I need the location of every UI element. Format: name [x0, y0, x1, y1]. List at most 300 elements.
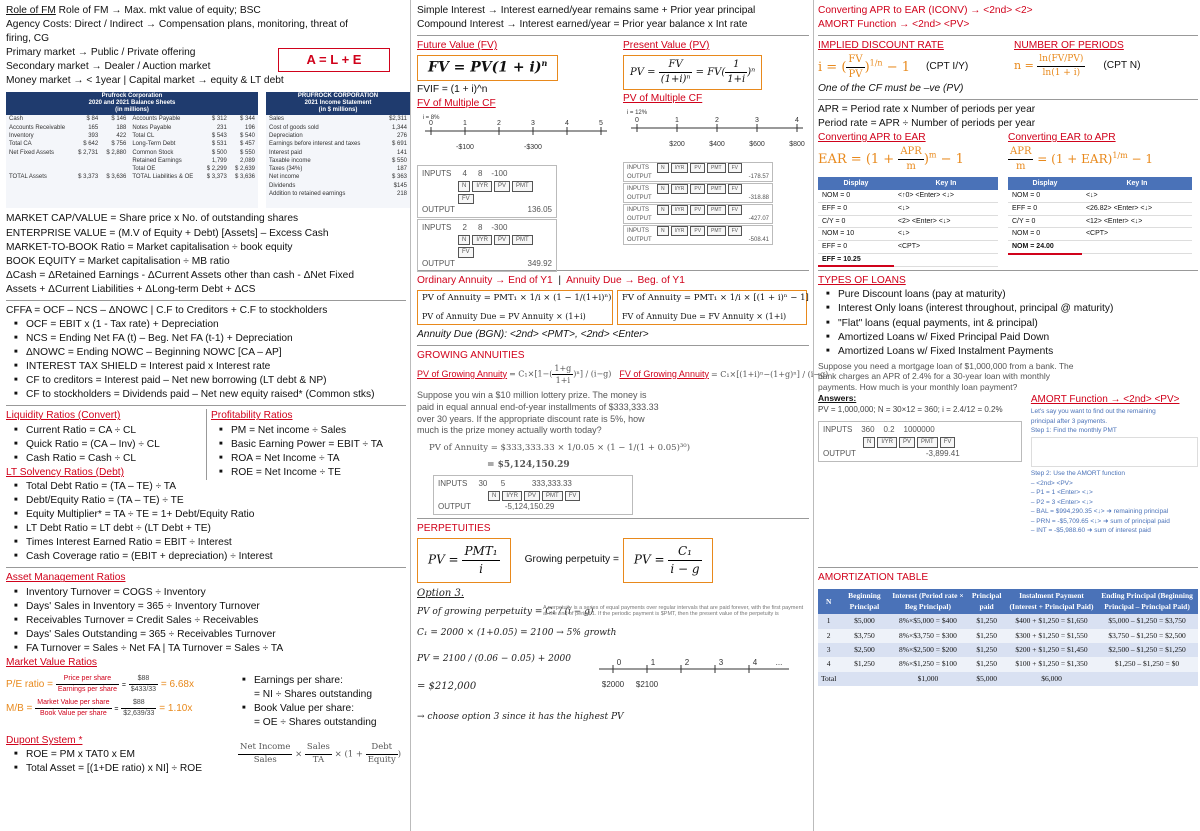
- bs-cell: 231: [216, 124, 227, 131]
- dupont-heading: Dupont System *: [6, 734, 83, 746]
- calc-key: N: [657, 205, 669, 215]
- column-3: [813, 0, 1200, 831]
- calc-key: PV: [899, 437, 915, 447]
- pv-formula: PV = $\frac{FV}{\text{(1+i)ⁿ}}$ = FV( $\frac{1}{1+i}$ )ⁿ: [623, 55, 762, 90]
- lottery-question: Suppose you win a $10 million lottery prize. The money is paid in equal annual end-of-year installments of $333,333.33 over 30 years. If the appropriate discount rate is 5%, how much is the prize money actually worth today?: [417, 390, 659, 436]
- pv-annuity-box: [417, 290, 613, 325]
- calc-key: PV: [524, 491, 540, 501]
- is-cell: Earnings before interest and taxes: [269, 141, 361, 148]
- bs-cell: $ 312: [211, 116, 227, 123]
- amort-cell: $5,000 – $1,250 = $3,750: [1096, 614, 1198, 628]
- calc-key: PMT: [707, 184, 726, 194]
- pe-ratio: P/E ratio = $\frac{\text{Price per share}}{\text{Earnings per share}}$ = $\frac{\$88}{\$433/33}$ = 6.68x: [6, 674, 194, 693]
- timeline-label: 0: [429, 120, 433, 128]
- bs-cell: $ 84: [86, 116, 99, 123]
- bs-cell: $ 550: [239, 149, 255, 156]
- is-cell: $2,311: [389, 116, 407, 123]
- liquidity-item: ■ Quick Ratio = (CA – Inv) ÷ CL: [6, 438, 206, 452]
- calc-key: FV: [728, 163, 742, 173]
- iconv-line: Converting APR to EAR (ICONV) → <2nd> <2>: [818, 5, 1033, 16]
- dupont-item: ■ ROE = PM x TAT0 x EM: [6, 748, 238, 762]
- calc-keys: [438, 489, 628, 501]
- calc-key: N: [657, 226, 669, 236]
- divider: [417, 518, 809, 519]
- amort-header: N: [818, 589, 839, 614]
- cash-flow: $200: [669, 140, 685, 148]
- cash-flow: $600: [749, 140, 765, 148]
- annuity-heading-line: Ordinary Annuity → End of Y1 | Annuity Due → Beg. of Y1: [417, 275, 685, 287]
- amort-cell: 8%×$2,500 = $200: [890, 643, 967, 657]
- bs-cell: TOTAL Assets: [9, 174, 47, 181]
- bs-cell: [6, 157, 73, 165]
- key-table-header: Key In: [894, 177, 998, 191]
- key-cell: NOM = 24.00: [1008, 241, 1082, 254]
- is-cell: $145: [393, 182, 407, 189]
- key-cell: EFF = 0: [1008, 203, 1082, 216]
- key-row: [818, 190, 998, 202]
- calc-key: N: [657, 184, 669, 194]
- bs-cell: $ 3,636: [106, 174, 127, 181]
- is-row: [266, 173, 410, 181]
- timeline-label: 5: [599, 120, 603, 128]
- is-cell: Depreciation: [269, 133, 303, 139]
- bs-cell: $ 2,299: [206, 166, 227, 173]
- calc-key: PMT: [917, 437, 938, 447]
- amort-cell: Total: [818, 672, 839, 686]
- is-cell: Taxable income: [269, 157, 311, 164]
- calc-fv-2: INPUTS 2 8 -300 N I/YR PV PMTFV OUTPUT 349.92: [417, 219, 557, 272]
- key-cell: NOM = 0: [1008, 228, 1082, 241]
- implied-rate-heading: IMPLIED DISCOUNT RATE: [818, 40, 944, 52]
- amort-header: Principal paid: [966, 589, 1007, 614]
- calc-key: FV: [458, 194, 474, 204]
- fvif-line: FVIF = (1 + i)^n: [417, 84, 488, 96]
- amort-row: [818, 672, 1198, 686]
- bs-cell: TOTAL Liabilities & OE: [132, 174, 194, 181]
- calc-key: FV: [728, 205, 742, 215]
- pv-annuity-formula: PV of Annuity = PMT₁ × 1/i × (1 − 1/(1+i)ⁿ): [422, 293, 612, 304]
- key-cell: NOM = 0: [1008, 190, 1082, 202]
- bvps-item: = OE ÷ Shares outstanding: [254, 717, 377, 729]
- calc-key: N: [458, 235, 470, 245]
- calc-key: PMT: [707, 226, 726, 236]
- apr-to-ear-heading: Converting APR to EAR: [818, 132, 926, 144]
- solvency-item: ■ Times Interest Earned Ratio = EBIT ÷ Interest: [6, 536, 406, 550]
- amort-cell: 8%×$3,750 = $300: [890, 629, 967, 643]
- perpetuity-note: A perpetuity is a series of equal payments over regular intervals that are paid forever, with the first payment at the end of period 1. If the periodic payment is $PMT, then the present value of the perpetuity is: [543, 604, 804, 618]
- cffa-item: ■ ΔNOWC = Ending NOWC – Beginning NOWC [CA – AP]: [6, 346, 406, 360]
- key-cell: [894, 253, 998, 266]
- calc-key: PMT: [542, 491, 563, 501]
- pv-timeline: [623, 106, 809, 156]
- amort-cell: [839, 672, 889, 686]
- calc-key: FV: [458, 247, 474, 257]
- calc-key: PV: [494, 181, 510, 191]
- market-line: ΔCash = ΔRetained Earnings - ΔCurrent Assets other than cash - ΔNet Fixed: [6, 269, 355, 281]
- liquidity-item: ■ Current Ratio = CA ÷ CL: [6, 424, 206, 438]
- amort-row: [818, 657, 1198, 671]
- financial-statements: [6, 92, 406, 210]
- solvency-item: ■ LT Debt Ratio = LT debt ÷ (LT Debt + TE): [6, 522, 406, 536]
- fv-timeline: [417, 111, 613, 159]
- intro-line: Money market → < 1year | Capital market → equity & LT debt: [6, 75, 284, 87]
- hand-line: C₁ = 2000 × (1+0.05) = 2100 → 5% growth: [417, 627, 617, 638]
- hand-line: = $212,000: [417, 680, 477, 692]
- key-row: [1008, 190, 1192, 202]
- profitability-item: ■ Basic Earning Power = EBIT ÷ TA: [211, 438, 406, 452]
- calc-key: N: [863, 437, 875, 447]
- eps-item: = NI ÷ Shares outstanding: [254, 689, 373, 701]
- loan-item: ■ Pure Discount loans (pay at maturity): [818, 288, 1198, 302]
- bs-cell: $ 3,373: [78, 174, 99, 181]
- calc-key: I/YR: [877, 437, 897, 447]
- key-cell: <↓>: [1082, 190, 1192, 202]
- balance-sheet: [6, 92, 258, 208]
- bs-units: (in millions): [115, 107, 149, 114]
- divider: [6, 300, 406, 301]
- bs-cell: 165: [88, 124, 99, 131]
- hand-line: PV = 2100 / (0.06 − 0.05) + 2000: [417, 654, 572, 665]
- calc-key: I/YR: [502, 491, 522, 501]
- bs-cell: 196: [244, 124, 255, 131]
- bs-cell: $ 756: [111, 141, 127, 148]
- answers-line: PV = 1,000,000; N = 30×12 = 360; i = 2.4/12 = 0.2%: [818, 405, 1003, 415]
- cpt-n-label: (CPT N): [1103, 60, 1141, 72]
- key-cell: <12> <Enter> <↓>: [1082, 215, 1192, 228]
- bs-cell: 1,799: [211, 157, 227, 164]
- implied-rate-formula: i = ( $\frac{FV}{PV}$ )$^{1/n}$ − 1: [818, 54, 911, 81]
- market-line: MARKET-TO-BOOK Ratio = Market capitalisation ÷ book equity: [6, 241, 293, 253]
- timeline-label: 2: [715, 116, 719, 124]
- is-cell: Sales: [269, 116, 285, 123]
- amort-cell: $1,250: [966, 614, 1007, 628]
- bs-cell: [73, 157, 101, 165]
- bs-row: [6, 115, 258, 123]
- calc-pv: INPUTS N I/YR PV PMT FV OUTPUT -318.88: [623, 183, 773, 203]
- profitability-item: ■ ROE = Net Income ÷ TE: [211, 466, 406, 480]
- bs-cell: $ 2,639: [234, 166, 255, 173]
- cffa-item: ■ CF to creditors = Interest paid – Net new borrowing (LT debt & NP): [6, 374, 406, 388]
- calc-keys: [422, 233, 552, 258]
- calc-key: I/YR: [671, 205, 689, 215]
- bs-cell: Total CL: [132, 133, 155, 139]
- bs-cell: Inventory: [9, 133, 34, 139]
- timeline-rate: i = 12%: [626, 109, 648, 116]
- calc-key: PV: [690, 163, 705, 173]
- is-row: [266, 115, 410, 123]
- num-periods-heading: NUMBER OF PERIODS: [1014, 40, 1124, 52]
- market-line: Assets + ΔCurrent Liabilities + ΔLong-term Debt + ΔCS: [6, 283, 256, 295]
- fv-annuity-box: [617, 290, 807, 325]
- solvency-item: ■ Debt/Equity Ratio = (TA – TE) ÷ TE: [6, 494, 406, 508]
- timeline-label: 2: [497, 120, 501, 128]
- bs-cell: Cash: [9, 116, 24, 123]
- ear-to-apr-keys: [1008, 177, 1192, 255]
- lottery-answer: = $5,124,150.29: [487, 459, 570, 470]
- calc-keys: [657, 207, 744, 213]
- bs-cell: Notes Payable: [132, 124, 172, 131]
- divider: [6, 405, 406, 406]
- solvency-item: ■ Total Debt Ratio = (TA – TE) ÷ TA: [6, 480, 406, 494]
- bs-cell: Common Stock: [132, 149, 174, 156]
- cffa-line: CFFA = OCF – NCS – ΔNOWC | C.F to Creditors + C.F to stockholders: [6, 304, 328, 316]
- divider: [6, 567, 406, 568]
- ear-to-apr-formula: $\frac{\text{APR}}{m}$ = (1 + EAR)$^{1/m}$ − 1: [1010, 146, 1154, 172]
- key-cell: <↓>: [894, 228, 998, 241]
- pv-output: -178.57: [748, 173, 769, 180]
- bs-cell: Long-Term Debt: [132, 141, 176, 148]
- profitability-heading: Profitability Ratios: [211, 410, 293, 422]
- income-statement: [266, 92, 410, 208]
- key-cell: C/Y = 0: [818, 215, 894, 228]
- amort-header: Ending Principal (Beginning Principal – Principal Paid): [1096, 589, 1198, 614]
- timeline-label: 3: [718, 657, 724, 667]
- calc-key: PMT: [512, 235, 533, 245]
- calc-key: PV: [494, 235, 510, 245]
- is-cell: Dividends: [269, 182, 296, 189]
- key-cell: <26.82> <Enter> <↓>: [1082, 203, 1192, 216]
- neg-note: One of the CF must be –ve (PV): [818, 82, 964, 94]
- is-cell: Interest paid: [269, 149, 303, 156]
- bs-cell: Net Fixed Assets: [9, 149, 55, 156]
- loan-item: ■ Interest Only loans (interest throughout, principal @ maturity): [818, 302, 1198, 316]
- amort-table-heading: AMORTIZATION TABLE: [818, 572, 929, 584]
- is-cell: $ 363: [391, 174, 407, 181]
- key-cell: NOM = 0: [818, 190, 894, 202]
- liquidity-heading: Liquidity Ratios (Convert): [6, 410, 121, 422]
- apr-line: APR = Period rate x Number of periods per year: [818, 103, 1036, 115]
- loans-heading: TYPES OF LOANS: [818, 275, 906, 287]
- asset-mgmt-item: ■ Days' Sales in Inventory = 365 ÷ Inventory Turnover: [6, 600, 406, 614]
- amort-cell: $1,250: [966, 657, 1007, 671]
- is-row: [266, 190, 410, 198]
- key-row: [818, 241, 998, 254]
- timeline-label: 4: [795, 116, 799, 124]
- asset-mgmt-item: ■ FA Turnover = Sales ÷ Net FA | TA Turnover = Sales ÷ TA: [6, 642, 406, 656]
- cffa-item: ■ CF to stockholders = Dividends paid – Net new equity raised* (Common stks): [6, 388, 406, 402]
- bs-cell: $ 642: [83, 141, 99, 148]
- calc-key: PMT: [512, 181, 533, 191]
- divider: [818, 35, 1198, 36]
- calc-key: PV: [690, 184, 705, 194]
- loan-item: ■ Amortized Loans w/ Fixed Principal Paid Down: [818, 331, 1198, 345]
- calc-keys: [823, 435, 1017, 447]
- is-cell: 218: [396, 190, 407, 197]
- apr-to-ear-formula: EAR = (1 + $\frac{\text{APR}}{m}$ )$^m$ − 1: [818, 146, 964, 172]
- is-cell: Cost of goods sold: [269, 124, 319, 131]
- calc-key: I/YR: [671, 184, 689, 194]
- fv-annuity-due-formula: FV of Annuity Due = FV Annuity × (1+i): [622, 311, 787, 321]
- balance-sheet-table: [6, 115, 258, 181]
- key-row: [818, 228, 998, 241]
- amort-cell: 4: [818, 657, 839, 671]
- pv-calculators: [623, 162, 807, 245]
- bs-cell: $ 3,636: [234, 174, 255, 181]
- growing-annuities-heading: GROWING ANNUITIES: [417, 350, 525, 362]
- bs-cell: $ 500: [211, 149, 227, 156]
- is-cell: Taxes (34%): [269, 166, 303, 173]
- solvency-item: ■ Cash Coverage ratio = (EBIT + depreciation) ÷ Interest: [6, 550, 406, 564]
- bs-row: [6, 149, 258, 157]
- solvency-item: ■ Equity Multiplier* = TA ÷ TE = 1+ Debt/Equity Ratio: [6, 508, 406, 522]
- cash-flow: $800: [789, 140, 805, 148]
- bs-cell: [101, 165, 129, 173]
- pv-output: -427.07: [748, 215, 769, 222]
- amort-header: Interest (Period rate × Beg Principal): [890, 589, 967, 614]
- cash-flow: $2000: [601, 679, 625, 689]
- fv-heading: Future Value (FV): [417, 40, 498, 52]
- is-cell: 1,344: [391, 124, 407, 131]
- amort-line: AMORT Function → <2nd> <PV>: [818, 19, 970, 31]
- key-cell: [1082, 241, 1192, 254]
- intro-line: Agency Costs: Direct / Indirect → Compensation plans, monitoring, threat of: [6, 19, 349, 31]
- calc-fv-1: INPUTS 4 8 -100 N I/YR PV PMTFV OUTPUT 136.05: [417, 165, 557, 218]
- amort-cell: $1,250 – $1,250 = $0: [1096, 657, 1198, 671]
- amort-cell: 8%×$5,000 = $400: [890, 614, 967, 628]
- key-cell: <2> <Enter> <↓>: [894, 215, 998, 228]
- key-cell: NOM = 10: [818, 228, 894, 241]
- calc-key: PMT: [707, 205, 726, 215]
- calc-pv: INPUTS N I/YR PV PMT FV OUTPUT -178.57: [623, 162, 773, 182]
- is-title: PRUFROCK CORPORATION: [297, 93, 379, 100]
- bs-row: [6, 157, 258, 165]
- bs-cell: $ 146: [111, 116, 127, 123]
- key-table-header: Display: [1008, 177, 1082, 191]
- calc-keys: [657, 186, 744, 192]
- cffa-item: ■ OCF = EBIT x (1 - Tax rate) + Depreciation: [6, 318, 406, 332]
- timeline-label: 2: [684, 657, 690, 667]
- growing-perp-label: Growing perpetuity =: [524, 554, 619, 566]
- amort-cell: $3,750: [839, 629, 889, 643]
- key-table-header: Key In: [1082, 177, 1192, 191]
- pv-output: -508.41: [748, 236, 769, 243]
- key-table-header: Display: [818, 177, 894, 191]
- num-periods-formula: n = $\frac{\ln(FV/PV)}{\ln(1 + i)}$: [1014, 54, 1084, 78]
- bs-cell: $ 344: [239, 116, 255, 123]
- key-row: [818, 253, 998, 266]
- answers-label: Answers:: [818, 392, 857, 403]
- market-line: ENTERPRISE VALUE = (M.V of Equity + Debt) [Assets] – Excess Cash: [6, 227, 329, 239]
- calc-mortgage: INPUTS 360 0.2 1000000 N I/YR PV PMT FV OUTPUT -3,899.41: [818, 421, 1022, 461]
- timeline-label: 1: [675, 116, 679, 124]
- key-cell: EFF = 10.25: [818, 253, 894, 266]
- mb-ratio: M/B = $\frac{\text{Market Value per share}}{\text{Book Value per share}}$ = $\frac{\$88}{\$2,639/33}$ = 1.10x: [6, 699, 193, 717]
- timeline-label: 0: [616, 657, 622, 667]
- growing-fv-label: FV of Growing Annuity: [619, 368, 709, 379]
- bs-title: Prufrock Corporation: [101, 93, 163, 100]
- bs-row: [6, 173, 258, 181]
- amort-steps: AMORT Function → <2nd> <PV> Let's say you want to find out the remaining principal after 3 payments. Step 1: Find the monthly PMT Step 2: Use the AMORT function – <2nd> <PV> – P1 = 1 <Enter> <↓> – P2 = 3 <Enter> <↓> – BAL = $994,290.35 <↓> ➜ remaining principal – PRN = -$5,709.65 <↓> ➜ sum of principal paid – INT = -$5,988.60 ➜ sum of interest paid: [1031, 393, 1198, 536]
- market-value-heading: Market Value Ratios: [6, 656, 97, 668]
- timeline-label: 3: [531, 120, 535, 128]
- calc-key: FV: [565, 491, 581, 501]
- pv-multiple-heading: PV of Multiple CF: [623, 92, 703, 104]
- bs-cell: $ 2,731: [78, 149, 99, 156]
- amort-cell: 8%×$1,250 = $100: [890, 657, 967, 671]
- amort-cell: $1,000: [890, 672, 967, 686]
- bs-cell: Accounts Receivable: [9, 124, 66, 131]
- bs-cell: [73, 165, 101, 173]
- growing-fv-formula: = C₁×[(1+i)ⁿ−(1+g)ⁿ] / (i−g): [710, 370, 829, 380]
- growing-pv-label: PV of Growing Annuity: [417, 368, 508, 379]
- key-row: [1008, 228, 1192, 241]
- fv-annuity-formula: FV of Annuity = PMT₁ × 1/i × [(1 + i)ⁿ − 1]: [622, 293, 809, 304]
- calc-key: N: [458, 181, 470, 191]
- column-1: [0, 0, 410, 831]
- amort-cell: $200 + $1,250 = $1,450: [1007, 643, 1096, 657]
- asset-mgmt-item: ■ Inventory Turnover = COGS ÷ Inventory: [6, 586, 406, 600]
- amort-cell: $2,500 – $1,250 = $1,250: [1096, 643, 1198, 657]
- hand-line: PV of growing perpetuity = C₁ / (i − g): [417, 607, 594, 618]
- bs-row: [6, 132, 258, 140]
- key-row: [818, 203, 998, 216]
- is-row: [266, 124, 410, 132]
- amortization-table: [818, 589, 1198, 685]
- growing-perp-formula: PV = $\frac{\text{C₁}}{i - g}$: [623, 538, 713, 582]
- intro-line: Primary market → Public / Private offering: [6, 47, 196, 59]
- apr-line: Period rate = APR ÷ Number of periods per year: [818, 117, 1036, 129]
- key-cell: <CPT>: [1082, 228, 1192, 241]
- perpetuity-formula: PV = $\frac{\text{PMT₁}}{i}$: [417, 538, 511, 582]
- is-cell: $ 550: [391, 157, 407, 164]
- apr-to-ear-keys: [818, 177, 998, 268]
- divider: [818, 99, 1198, 100]
- cash-flow: $2100: [635, 679, 659, 689]
- amort-calc-thumbnail: [1031, 437, 1198, 467]
- hand-timeline: [593, 657, 793, 693]
- bs-cell: Total CA: [9, 141, 32, 148]
- pv-output: -318.88: [748, 194, 769, 201]
- key-cell: <↓>: [894, 203, 998, 216]
- bs-cell: Total OE: [132, 166, 156, 173]
- key-cell: EFF = 0: [818, 203, 894, 216]
- calc-key: N: [657, 163, 669, 173]
- market-line: BOOK EQUITY = Market capitalisation ÷ MB ratio: [6, 255, 230, 267]
- handwritten-notes: [417, 587, 809, 757]
- pv-annuity-due-formula: PV of Annuity Due = PV Annuity × (1+i): [422, 311, 586, 321]
- divider: [417, 35, 809, 36]
- bs-cell: [6, 165, 73, 173]
- bs-cell: $ 543: [211, 133, 227, 139]
- calc-keys: [657, 228, 744, 234]
- calc-key: I/YR: [671, 226, 689, 236]
- is-cell: Net income: [269, 174, 300, 181]
- asset-mgmt-item: ■ Days' Sales Outstanding = 365 ÷ Receivables Turnover: [6, 628, 406, 642]
- bs-row: [6, 124, 258, 132]
- cffa-item: ■ INTEREST TAX SHIELD = Interest paid x Interest rate: [6, 360, 406, 374]
- calc-key: I/YR: [671, 163, 689, 173]
- amort-row: [818, 614, 1198, 628]
- intro-line: Role of FM Role of FM → Max. mkt value of equity; BSC: [6, 5, 261, 16]
- calc-key: FV: [728, 184, 742, 194]
- amort-cell: 2: [818, 629, 839, 643]
- key-cell: C/Y = 0: [1008, 215, 1082, 228]
- timeline-label: 4: [565, 120, 569, 128]
- amort-fn-heading: AMORT Function → <2nd> <PV>: [1030, 393, 1180, 405]
- is-row: [266, 140, 410, 148]
- is-row: [266, 149, 410, 157]
- is-row: [266, 182, 410, 190]
- cpt-iy-label: (CPT I/Y): [926, 61, 969, 73]
- timeline-label: 0: [635, 116, 639, 124]
- is-subtitle: 2021 Income Statement: [304, 100, 372, 107]
- intro-line: Secondary market → Dealer / Auction market: [6, 61, 211, 73]
- bs-cell: $ 2,880: [106, 149, 127, 156]
- perpetuities-heading: PERPETUITIES: [417, 523, 491, 535]
- key-cell: <↑0> <Enter> <↓>: [894, 190, 998, 202]
- timeline-label: 1: [463, 120, 467, 128]
- bs-cell: 393: [88, 133, 99, 139]
